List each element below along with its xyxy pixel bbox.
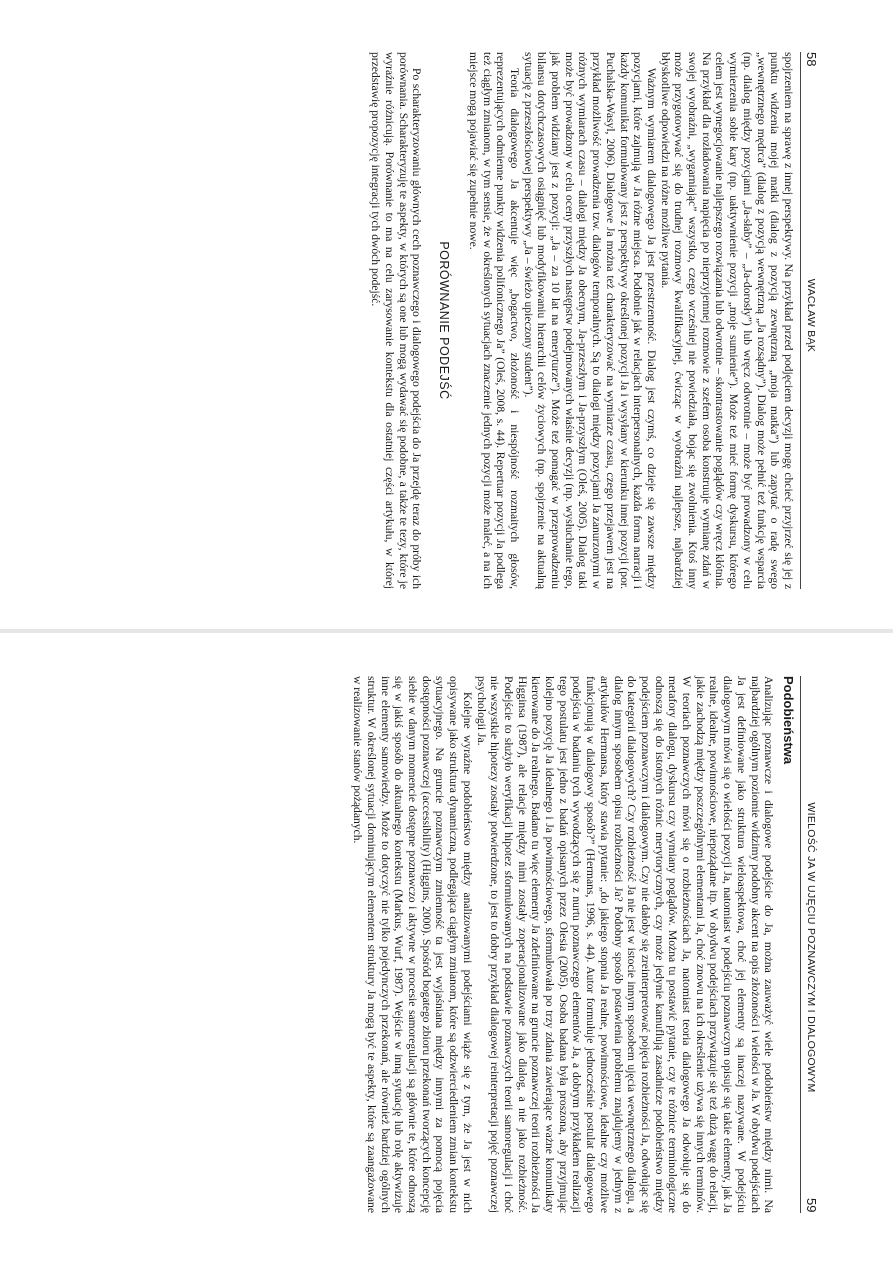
paragraph: spojrzeniem na sprawę z innej perspektywy. Na przykład przed podjęciem decyzji mogę chcieć przyjrzeć się jej z punktu widzenia mojej matki (dialog z pozycją zewnętrzną „moja matka”) lub zapytać o radę swego „wewnętrznego mędrca” (dialog z pozycją wewnętrzną „Ja rozsądny”). Dialog może pełnić też funkcję wsparcia (np. dialog między pozycjami „Ja-słaby” – „Ja-dorosły”) lub wręcz odwrotnie – może być prowadzony w celu wymierzenia sobie kary (np. uaktywnienie pozycji „moje sumienie”). Może też mieć formę dyskursu, którego celem jest wynegocjowanie najlepszego rozwiązania lub odwrotnie – skontrastowanie poglądów czy wręcz kłótnia. Na przykład dla rozładowania napięcia po nieprzyjemnej rozmowie z szefem osoba konstruuje wymianę zdań w swojej wyobraźni, „wygarniając” wszystko, czego wcześniej nie powiedziała, bojąc się zwolnienia. Ktoś inny może przygotowywać się do trudnej rozmowy kwalifikacyjnej, ćwicząc w wyobraźni najlepsze, najbardziej błyskotliwe odpowiedzi na różne możliwe pytania. — [658, 52, 795, 589]
paragraph: Ważnym wymiarem dialogowego Ja jest przestrzenność. Dialog jest czymś, co dzieje się zawsze między pozycjami, które zajmują w Ja różne miejsca. Podobnie jak w relacjach interpersonalnych, każda forma narracji i każdy komunikat formułowany jest z perspektywy określonej pozycji Ja i wysyłany w kierunku innej pozycji (por. Puchalska-Wasyl, 2006). Dialogowe Ja można też charakteryzować na wymiarze czasu, czego przejawem jest na przykład możliwość prowadzenia tzw. dialogów temporalnych. Są to dialogi między pozycjami Ja zanurzonymi w różnych wymiarach czasu – dialogi między Ja obecnym, Ja-przeszłym i Ja-przyszłym (Oleś, 2005). Dialog taki może być prowadzony w celu oceny przyszłych następstw podejmowanych właśnie decyzji (np. wysłuchanie tego, jak problem widziany jest z pozycji: „Ja – za 10 lat na emeryturze”). Może też pomagać w przeprowadzeniu bilansu dotychczasowych osiągnięć lub modyfikowaniu hierarchii celów życiowych (np. spojrzenie na aktualną sytuację z przeszłościowej perspektywy „Ja – świeżo upieczony student”). — [521, 52, 658, 589]
section-heading: PORÓWNANIE PODEJŚĆ — [437, 241, 452, 400]
section-heading: Podobieństwa — [781, 676, 796, 765]
paragraph: Po scharakteryzowaniu głównych cech poznawczego i dialogowego podejścia do Ja przejdę teraz do próby ich porównania. Scharakteryzuję te aspekty, w których są one lub mogą wydawać się podobne, a także te tezy, które je wyraźnie różnicują. Porównanie to ma na celu zarysowanie kontekstu dla ostatniej części artykułu, w której przedstawię propozycję integracji tych dwóch podejść. — [369, 52, 424, 589]
paragraph: Teoria dialogowego Ja akcentuje więc „bogactwo, złożoność i niespójność rozmaitych głosów, reprezentujących odmienne punkty widzenia polifonicznego Ja” (Oleś, 2008, s. 44). Repertuar pozycji Ja podlega też ciągłym zmianom, w tym sensie, że w określonych sytuacjach znaczenie jednych pozycji może maleć, a na ich miejsce mogą pojawiać się zupełnie nowe. — [466, 52, 521, 589]
paragraph: Kolejne wyraźne podobieństwo między analizowanymi podejściami wiąże się z tym, że Ja jest w nich opisywane jako struktura dynamiczna, podlegająca ciągłym zmianom, które są odzwierciedleniem zmian kontekstu sytuacyjnego. Na gruncie poznawczym zmienność ta jest wyjaśniana między innymi za pomocą pojęcia dostępności poznawczej (accessibility) (Higgins, 2000). Spośród bogatego zbioru przekonań tworzących koncepcję siebie w danym momencie dostępne poznawczo i aktywne w procesie samoregulacji są głównie te, które odnoszą się w jakiś sposób do aktualnego kontekstu (Markus, Wurf, 1987). Wejście w inną sytuację lub rolę aktywizuje inne elementy samowiedzy. Może to dotyczyć nie tylko pojedynczych przekonań, ale również bardziej ogólnych struktur. W określonej sytuacji dominującym elementem struktury Ja mogą być te aspekty, które są zaangażowane w realizowanie stanów pożądanych. — [351, 676, 474, 1213]
left-page — [0, 0, 893, 631]
page-number: 59 — [804, 1198, 819, 1213]
header-rule — [800, 676, 801, 1213]
left-page-body — [369, 52, 795, 589]
right-page — [0, 632, 893, 1263]
header-rule — [800, 52, 801, 589]
page-number: 58 — [804, 52, 819, 67]
running-head: WACŁAW BĄK — [805, 278, 817, 353]
right-page-body — [351, 676, 796, 1213]
running-head: WIELOŚĆ JA W UJĘCIU POZNAWCZYM I DIALOGOWYM — [805, 802, 817, 1093]
paragraph: Analizując poznawcze i dialogowe podejście do Ja, można zauważyć wiele podobieństw między nimi. Na najbardziej ogólnym poziomie widzimy podobny akcent na opis złożoności i wielości w Ja. W obydwu podejściach Ja jest definiowane jako struktura wieloaspektowa, choć jej elementy są inaczej nazywane. W podejściu dialogowym mówi się o wielości pozycji Ja, natomiast w podejściu poznawczym opisuje się takie elementy, jak Ja realne, idealne, powinnościowe, niepożądane itp. W obydwu podejściach przywiązuje się też dużą wagę do relacji, jakie zachodzą między poszczególnymi elementami Ja, choć znowu na ich określenie używa się innych terminów. W teoriach poznawczych mówi się o rozbieżnościach Ja, natomiast teoria dialogowego Ja odwołuje się do metafory dialogu, dyskursu czy wymiany poglądów. Można tu postawić pytanie, czy te różnice terminologiczne odnoszą się do istotnych różnic merytorycznych, czy może jedynie kamuflują zasadnicze podobieństwo między podejściem poznawczym i dialogowym. Czy nie dałoby się zreinterpretować pojęcia rozbieżności Ja, odwołując się do kategorii dialogowych? Czy rozbieżność Ja nie jest w istocie innym sposobem ujęcia wewnętrznego dialogu, a dialog innym sposobem opisu rozbieżności Ja? Podobny sposób postawienia problemu znajdujemy w jednym z artykułów Hermansa, który stawia pytanie: „do jakiego stopnia Ja realne, powinnościowe, idealne czy możliwe funkcjonują w dialogowy sposób?” (Hermans, 1996, s. 44). Autor formułuje jednocześnie postulat dialogowego podejścia w badaniu tych wywodzących się z nurtu poznawczego elementów Ja, a dobrym przykładem realizacji tego postulatu jest jedno z badań opisanych przez Olesia (2005). Osoba badana była proszona, aby przyjmując kolejno pozycję Ja idealnego i Ja powinnościowego, sformułowała po trzy zdania zawierające ważne komunikaty kierowane do Ja realnego. Badano tu więc elementy Ja zdefiniowane na gruncie poznawczej teorii rozbieżności Ja Higginsa (1987), ale relacje między nimi zostały zoperacjonalizowane jako dialog, a nie jako rozbieżność. Podejście to służyło weryfikacji hipotez sformułowanych na podstawie poznawczych teorii samoregulacji i choć nie wszystkie hipotezy zostały potwierdzone, to jest to dobry przykład dialogowej reinterpretacji pojęć poznawczej psychologii Ja. — [474, 676, 776, 1213]
